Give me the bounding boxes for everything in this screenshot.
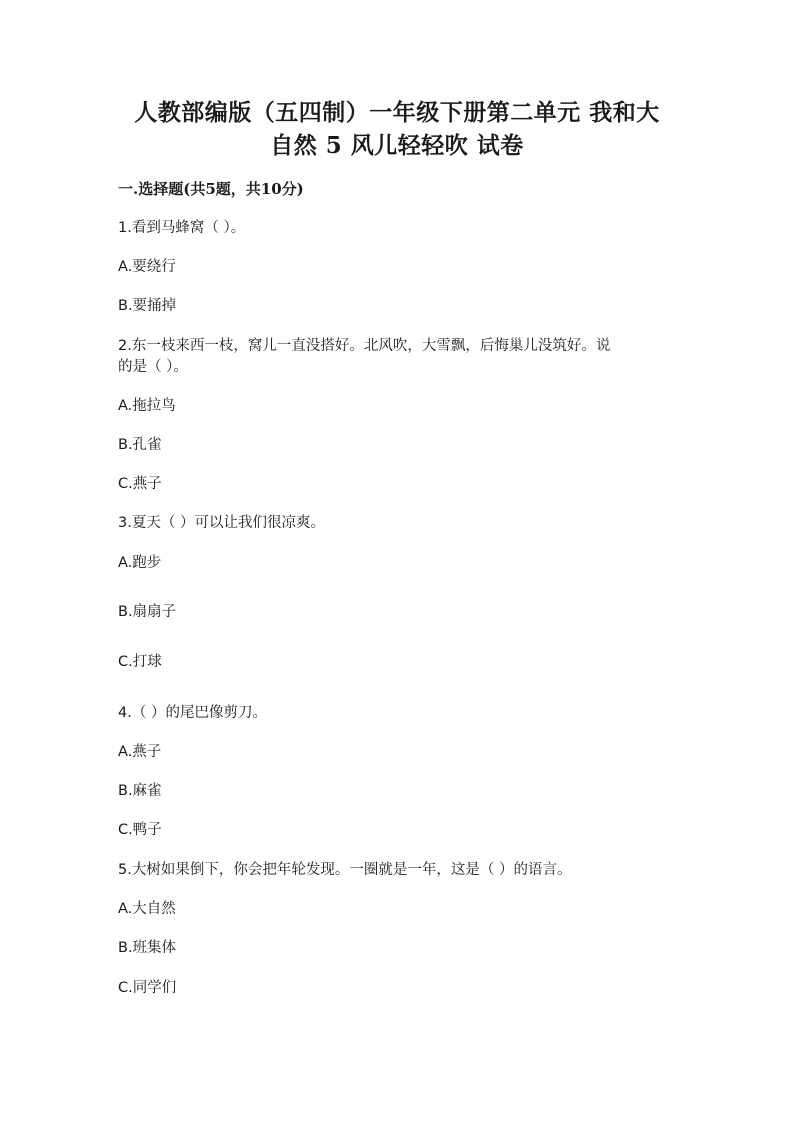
question-3-stem: 3.夏天（ ）可以让我们很凉爽。 (118, 515, 325, 531)
question-2-stem-line-2: 的是（ ）。 (118, 359, 188, 375)
question-2-option-b: B.孔雀 (118, 437, 162, 453)
question-2-option-c: C.燕子 (118, 476, 162, 492)
question-4-option-a: A.燕子 (118, 744, 162, 760)
question-3-option-a: A.跑步 (118, 555, 162, 571)
question-5-option-b: B.班集体 (118, 940, 177, 956)
question-5-stem: 5.大树如果倒下，你会把年轮发现。一圈就是一年，这是（ ）的语言。 (118, 862, 572, 878)
title-line-2: 自然 5 风儿轻轻吹 试卷 (270, 132, 524, 159)
question-5-option-c: C.同学们 (118, 980, 177, 996)
question-2-stem-line-1: 2.东一枝来西一枝，窝儿一直没搭好。北风吹，大雪飘，后悔巢儿没筑好。说 (118, 338, 611, 354)
question-2-option-a: A.拖拉鸟 (118, 398, 176, 414)
question-3-option-b: B.扇扇子 (118, 604, 177, 620)
question-1-option-b: B.要捅掉 (118, 298, 177, 314)
page-title (100, 96, 694, 162)
question-4-option-b: B.麻雀 (118, 783, 162, 799)
title-line-1: 人教部编版（五四制）一年级下册第二单元 我和大 (134, 99, 660, 126)
question-4-stem: 4.（ ）的尾巴像剪刀。 (118, 705, 267, 721)
question-4-option-c: C.鸭子 (118, 822, 162, 838)
question-3-option-c: C.打球 (118, 654, 162, 670)
question-1-option-a: A.要绕行 (118, 259, 176, 275)
question-1-stem: 1.看到马蜂窝（ ）。 (118, 220, 246, 236)
section-heading: 一.选择题(共5题，共10分) (118, 180, 304, 198)
question-5-option-a: A.大自然 (118, 901, 176, 917)
